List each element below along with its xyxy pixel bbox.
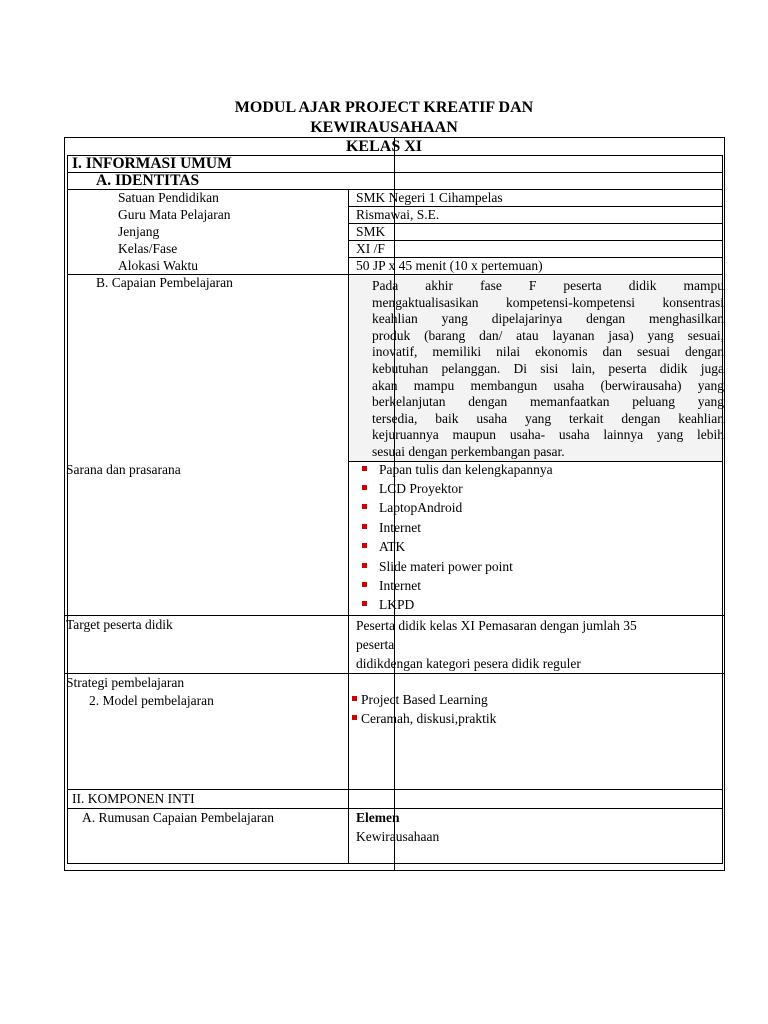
capaian-line: keahlian yang dipelajarinya dengan menghasilkan <box>372 311 724 327</box>
bullet-square-icon <box>362 543 367 548</box>
document-title-line2: KEWIRAUSAHAAN <box>310 119 458 136</box>
identitas-value-alokasi: 50 JP x 45 menit (10 x pertemuan) <box>356 258 543 273</box>
table-border-left <box>64 137 65 871</box>
column-divider <box>348 189 349 863</box>
identitas-heading: A. IDENTITAS <box>96 172 200 189</box>
section-informasi-umum-heading: I. INFORMASI UMUM <box>72 155 232 172</box>
sarana-item: LaptopAndroid <box>362 499 462 516</box>
identitas-label-guru: Guru Mata Pelajaran <box>118 207 231 222</box>
row-line <box>348 240 723 241</box>
elemen-label: Elemen <box>356 810 400 825</box>
capaian-label: B. Capaian Pembelajaran <box>96 275 233 290</box>
model-pembelajaran-label: 2. Model pembelajaran <box>89 693 214 708</box>
document-title-line3: KELAS XI <box>345 138 423 155</box>
identitas-value-guru: Rismawai, S.E. <box>356 207 440 222</box>
bullet-square-icon <box>362 485 367 490</box>
model-item: Project Based Learning <box>352 691 488 708</box>
bullet-square-icon <box>362 524 367 529</box>
bullet-square-icon <box>362 466 367 471</box>
identitas-label-alokasi: Alokasi Waktu <box>118 258 199 273</box>
row-line <box>67 863 723 864</box>
identitas-label-satuan: Satuan Pendidikan <box>118 190 219 205</box>
sarana-label: Sarana dan prasarana <box>66 462 181 477</box>
sarana-item: LCD Proyektor <box>362 480 463 497</box>
capaian-line: produk (barang dan/ atau layanan jasa) yang sesuai, <box>372 327 724 343</box>
row-line <box>348 223 723 224</box>
identitas-label-kelas: Kelas/Fase <box>118 241 178 256</box>
bullet-square-icon <box>352 696 357 701</box>
model-item: Ceramah, diskusi,praktik <box>352 710 496 727</box>
sarana-item: Internet <box>362 577 421 594</box>
capaian-line: akan mampu membangun usaha (berwirausaha) yang <box>372 377 724 393</box>
capaian-line: kebutuhan pelanggan. Di sisi lain, peserta didik juga <box>372 360 724 376</box>
section-komponen-inti-heading: II. KOMPONEN INTI <box>72 791 195 806</box>
capaian-line: inovatif, memiliki nilai ekonomis dan sesuai dengan <box>372 344 724 360</box>
identitas-value-kelas: XI /F <box>356 241 385 256</box>
capaian-line: kejuruannya maupun usaha- usaha lainnya yang lebih <box>372 427 724 443</box>
capaian-paragraph <box>372 278 724 461</box>
sarana-item: Papan tulis dan kelengkapannya <box>362 461 553 478</box>
sarana-item: ATK <box>362 538 405 555</box>
bullet-square-icon <box>362 504 367 509</box>
identitas-value-jenjang: SMK <box>356 224 386 239</box>
rumusan-label: A. Rumusan Capaian Pembelajaran <box>82 810 274 825</box>
identitas-value-satuan: SMK Negeri 1 Cihampelas <box>356 190 503 205</box>
capaian-line: berkelanjutan dengan memanfaatkan peluang yang <box>372 394 724 410</box>
target-value-line3: didikdengan kategori pesera didik reguler <box>356 656 581 671</box>
target-value-line1: Peserta didik kelas XI Pemasaran dengan jumlah 35 <box>356 618 637 633</box>
bullet-square-icon <box>362 582 367 587</box>
capaian-line: tersedia, baik usaha yang terkait dengan keahlian <box>372 410 724 426</box>
document-title-line1: MODUL AJAR PROJECT KREATIF DAN <box>234 99 534 116</box>
capaian-line: mengaktualisasikan kompetensi-kompetensi konsentrasi <box>372 294 724 310</box>
target-value-line2: peserta <box>356 637 395 652</box>
sarana-item: Slide materi power point <box>362 558 513 575</box>
target-label: Target peserta didik <box>66 617 173 632</box>
capaian-line: Pada akhir fase F peserta didik mampu <box>372 278 724 293</box>
elemen-value: Kewirausahaan <box>356 829 440 844</box>
strategi-label: Strategi pembelajaran <box>66 675 185 690</box>
inner-border-right <box>722 155 723 863</box>
bullet-square-icon <box>362 563 367 568</box>
capaian-line: sesuai dengan perkembangan pasar. <box>372 443 565 459</box>
sarana-item: LKPD <box>362 596 414 613</box>
identitas-label-jenjang: Jenjang <box>118 224 160 239</box>
sarana-item: Internet <box>362 519 421 536</box>
bullet-square-icon <box>352 715 357 720</box>
bullet-square-icon <box>362 601 367 606</box>
inner-border-left <box>67 155 68 863</box>
table-border-right <box>724 137 725 871</box>
